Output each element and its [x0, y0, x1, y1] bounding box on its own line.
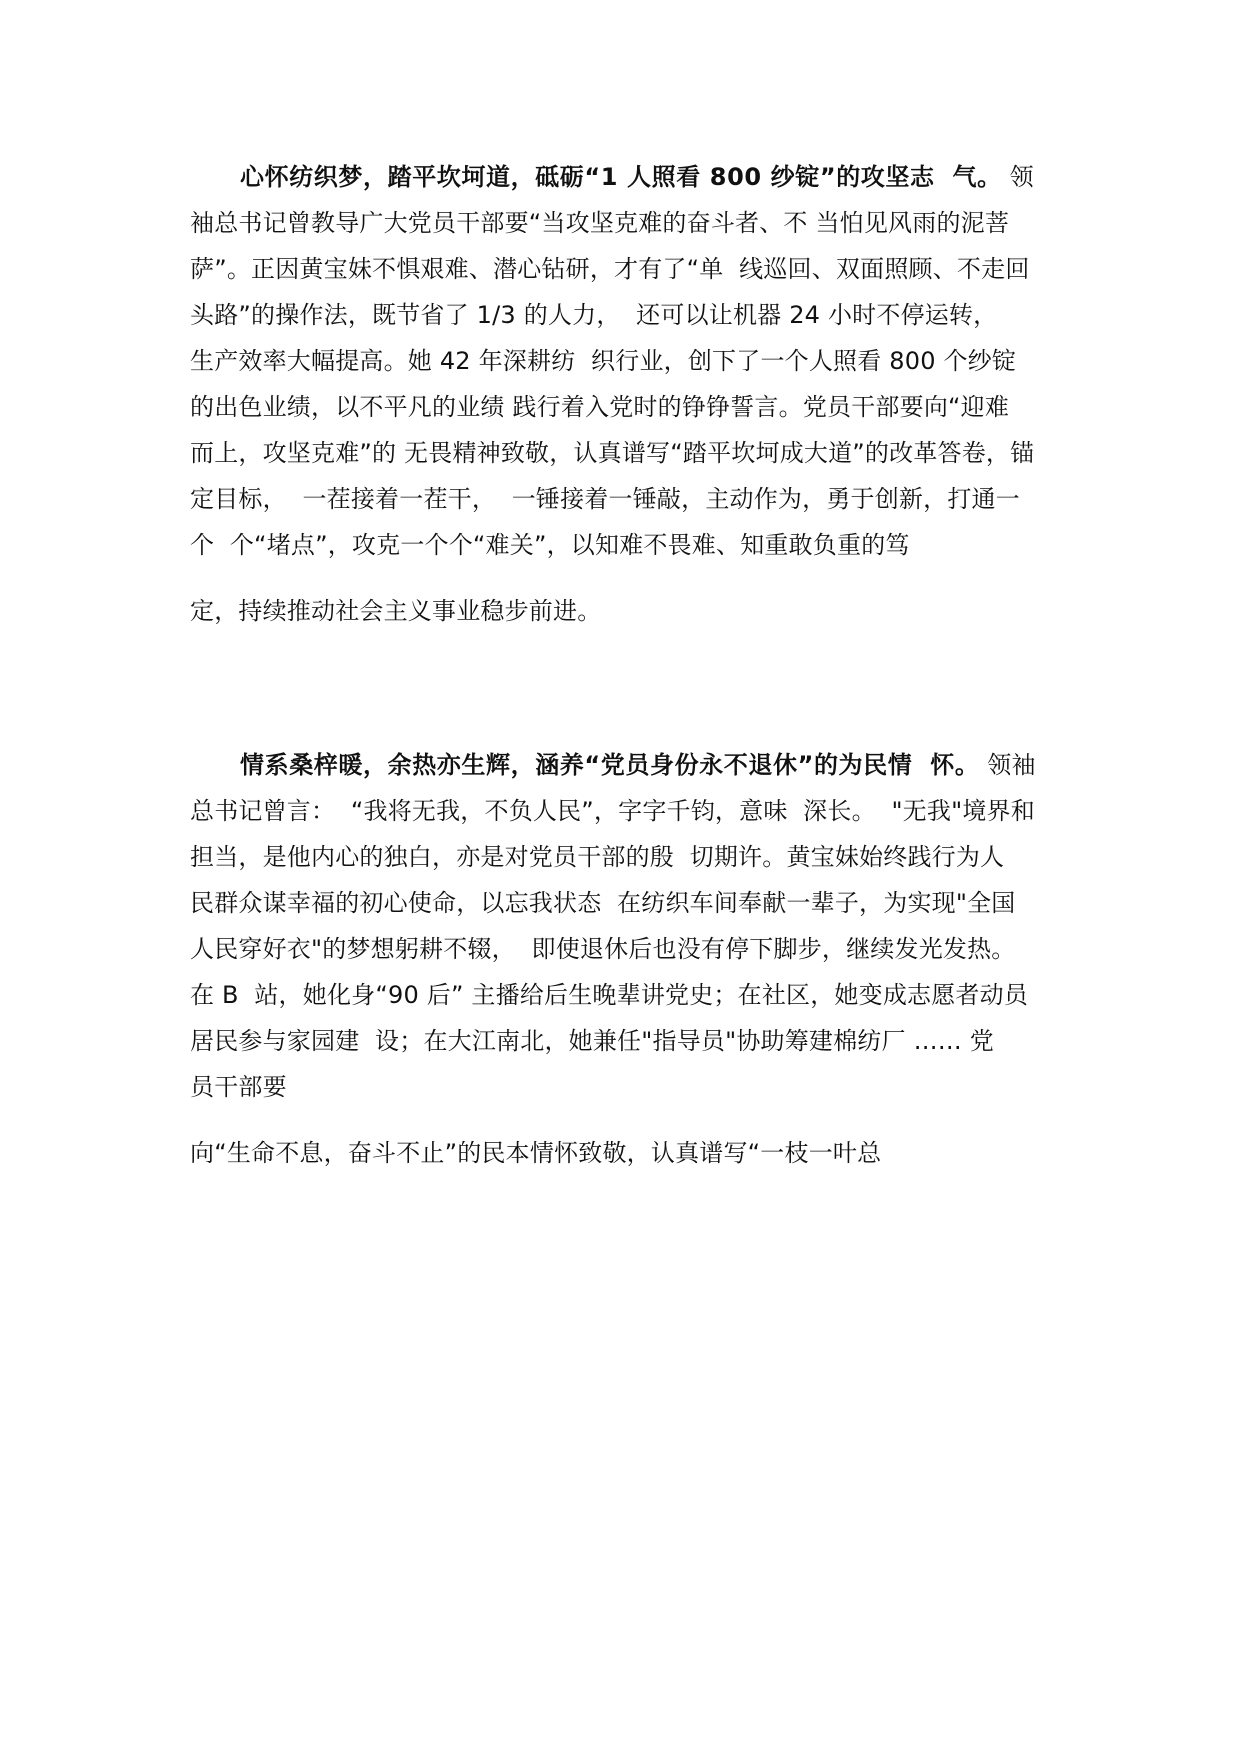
- section-2-line-5: 在 B 站，她化身“90 后” 主播给后生晚辈讲党史；在社区，她变成志愿者动员: [190, 981, 1029, 1009]
- section-2-heading: 情系桑梓暖，余热亦生辉，涵养“党员身份永不退休”的为民情 怀。: [240, 751, 980, 779]
- section-2-line-6: 居民参与家园建 设；在大江南北，她兼任"指导员"协助筹建棉纺厂 …… 党: [190, 1027, 994, 1055]
- section-1-lead-rest: 领: [1001, 163, 1034, 191]
- section-1-line-3: 头路”的操作法，既节省了 1/3 的人力， 还可以让机器 24 小时不停运转，: [190, 301, 998, 329]
- section-2-line-2: 担当，是他内心的独白，亦是对党员干部的殷 切期许。黄宝妹始终践行为人: [190, 843, 1005, 871]
- section-2-lead-rest: 领袖: [979, 751, 1036, 779]
- section-1-lead-line: [240, 160, 1034, 194]
- section-1-line-7: 定目标， 一茬接着一茬干， 一锤接着一锤敲，主动作为，勇于创新，打通一: [190, 485, 1020, 513]
- section-2-line-3: 民群众谋幸福的初心使命，以忘我状态 在纺织车间奉献一辈子，为实现"全国: [190, 889, 1016, 917]
- section-2-lead-line: [240, 748, 1036, 782]
- section-2-tail: 向“生命不息，奋斗不止”的民本情怀致敬，认真谱写“一枝一叶总: [190, 1139, 882, 1167]
- section-1-line-4: 生产效率大幅提高。她 42 年深耕纺 织行业，创下了一个人照看 800 个纱锭: [190, 347, 1017, 375]
- section-1-line-1: 袖总书记曾教导广大党员干部要“当攻坚克难的奋斗者、不 当怕见风雨的泥菩: [190, 209, 1010, 237]
- section-1-line-5: 的出色业绩，以不平凡的业绩 践行着入党时的铮铮誓言。党员干部要向“迎难: [190, 393, 1010, 421]
- section-1-line-6: 而上，攻坚克难”的 无畏精神致敬，认真谱写“踏平坎坷成大道”的改革答卷，锚: [190, 439, 1035, 467]
- section-1-line-2: 萨”。正因黄宝妹不惧艰难、潜心钻研，才有了“单 线巡回、双面照顾、不走回: [190, 255, 1030, 283]
- section-2-line-4: 人民穿好衣"的梦想躬耕不辍， 即使退休后也没有停下脚步，继续发光发热。: [190, 935, 1016, 963]
- section-1-heading: 心怀纺织梦，踏平坎坷道，砥砺“1 人照看 800 纱锭”的攻坚志 气。: [240, 163, 1002, 191]
- section-2-line-7: 员干部要: [190, 1073, 287, 1101]
- section-1-tail: 定，持续推动社会主义事业稳步前进。: [190, 597, 602, 625]
- section-1-line-8: 个 个“堵点”，攻克一个个“难关”，以知难不畏难、知重敢负重的笃: [190, 531, 910, 559]
- section-2-line-1: 总书记曾言： “我将无我，不负人民”，字字千钧，意味 深长。 "无我"境界和: [190, 797, 1035, 825]
